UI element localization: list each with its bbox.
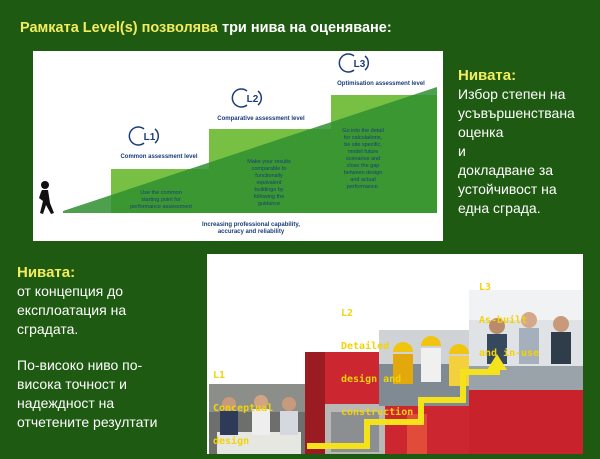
badge-l3: [339, 54, 368, 72]
label-l1-code: L1: [213, 370, 226, 381]
desc-l2-line: Make your results: [247, 159, 291, 165]
title-colon: :: [386, 20, 392, 36]
desc-l2-line: functionally: [255, 173, 283, 179]
badge-l2-text: L2: [246, 94, 259, 105]
levels-heading-right: Нивата:: [458, 67, 517, 84]
desc-l2-line: following the: [253, 194, 285, 200]
desc-l3-line: be site specific,: [344, 142, 382, 148]
desc-l3-line: close the gap: [346, 163, 380, 169]
right-line: оценка: [458, 124, 504, 140]
desc-l1-line: starting point for: [141, 197, 181, 203]
label-l2-line: construction: [341, 407, 414, 418]
right-line: Избор степен на: [458, 86, 566, 102]
label-l1: [213, 348, 273, 454]
badge-l3-text: L3: [353, 59, 366, 70]
levels-diagram: [33, 51, 443, 241]
label-l3-line: and in-use: [479, 348, 540, 359]
right-line: и: [458, 143, 466, 159]
right-line: една сграда.: [458, 200, 541, 216]
label-l2-line: design and: [341, 374, 402, 385]
desc-l3-line: Go into the detail: [342, 128, 384, 134]
left-line: от концепция до: [17, 283, 124, 299]
project-stages-collage: [207, 254, 583, 454]
level-name-l3: Optimisation assessment level: [337, 81, 425, 87]
label-l3-code: L3: [479, 282, 492, 293]
label-l1-line: design: [213, 436, 250, 447]
right-line: докладване за: [458, 162, 554, 178]
badge-l1: [129, 127, 158, 145]
label-l3: [479, 260, 539, 381]
badge-l1-text: L1: [143, 132, 156, 143]
left-line: висока точност и: [17, 376, 127, 392]
levels-summary-left: [17, 263, 207, 432]
caption-line-2: accuracy and reliability: [217, 229, 285, 235]
walking-person-icon: [39, 181, 54, 214]
desc-l3-line: for calculations,: [343, 135, 383, 141]
right-line: усъвършенствана: [458, 105, 575, 121]
slide-title: [20, 20, 580, 36]
desc-l2-line: equivalent: [256, 180, 282, 186]
desc-l3-line: performance.: [346, 184, 380, 190]
label-l1-line: Conceptual: [213, 403, 274, 414]
badge-l2: [232, 89, 261, 107]
label-l2: [341, 286, 413, 440]
desc-l2-line: comparable to: [251, 166, 287, 172]
desc-l3-line: and actual: [350, 177, 376, 183]
left-line: По-високо ниво по-: [17, 357, 143, 373]
desc-l1-line: Use the common: [140, 190, 182, 196]
right-line: устойчивост на: [458, 181, 557, 197]
desc-l3-line: model future: [347, 149, 379, 155]
capability-ramp: [63, 87, 437, 213]
caption-line-1: Increasing professional capability,: [202, 222, 300, 228]
label-l2-line: Detailed: [341, 341, 390, 352]
levels-diagram-graphic: [33, 51, 443, 241]
label-l2-code: L2: [341, 308, 354, 319]
left-line: надеждност на: [17, 395, 115, 411]
desc-l2-line: guidance: [257, 201, 281, 207]
title-highlight: Рамката Level(s) позволява: [20, 20, 218, 36]
red-wall-lower: [469, 390, 583, 454]
title-rest: три нива на оценяване: [217, 20, 387, 36]
levels-heading-left: Нивата:: [17, 264, 76, 281]
label-l3-line: As-built: [479, 315, 528, 326]
left-line: експлоатация на: [17, 302, 127, 318]
desc-l3-line: scenarios and: [345, 156, 381, 162]
level-name-l2: Comparative assessment level: [217, 116, 305, 122]
desc-l3-line: between design: [343, 170, 383, 176]
levels-summary-right: [458, 66, 598, 218]
desc-l1-line: performance assessment: [130, 204, 192, 210]
left-line: отчетените резултати: [17, 414, 158, 430]
desc-l2-line: buildings by: [254, 187, 284, 193]
left-line: сградата.: [17, 321, 79, 337]
level-name-l1: Common assessment level: [120, 154, 198, 160]
